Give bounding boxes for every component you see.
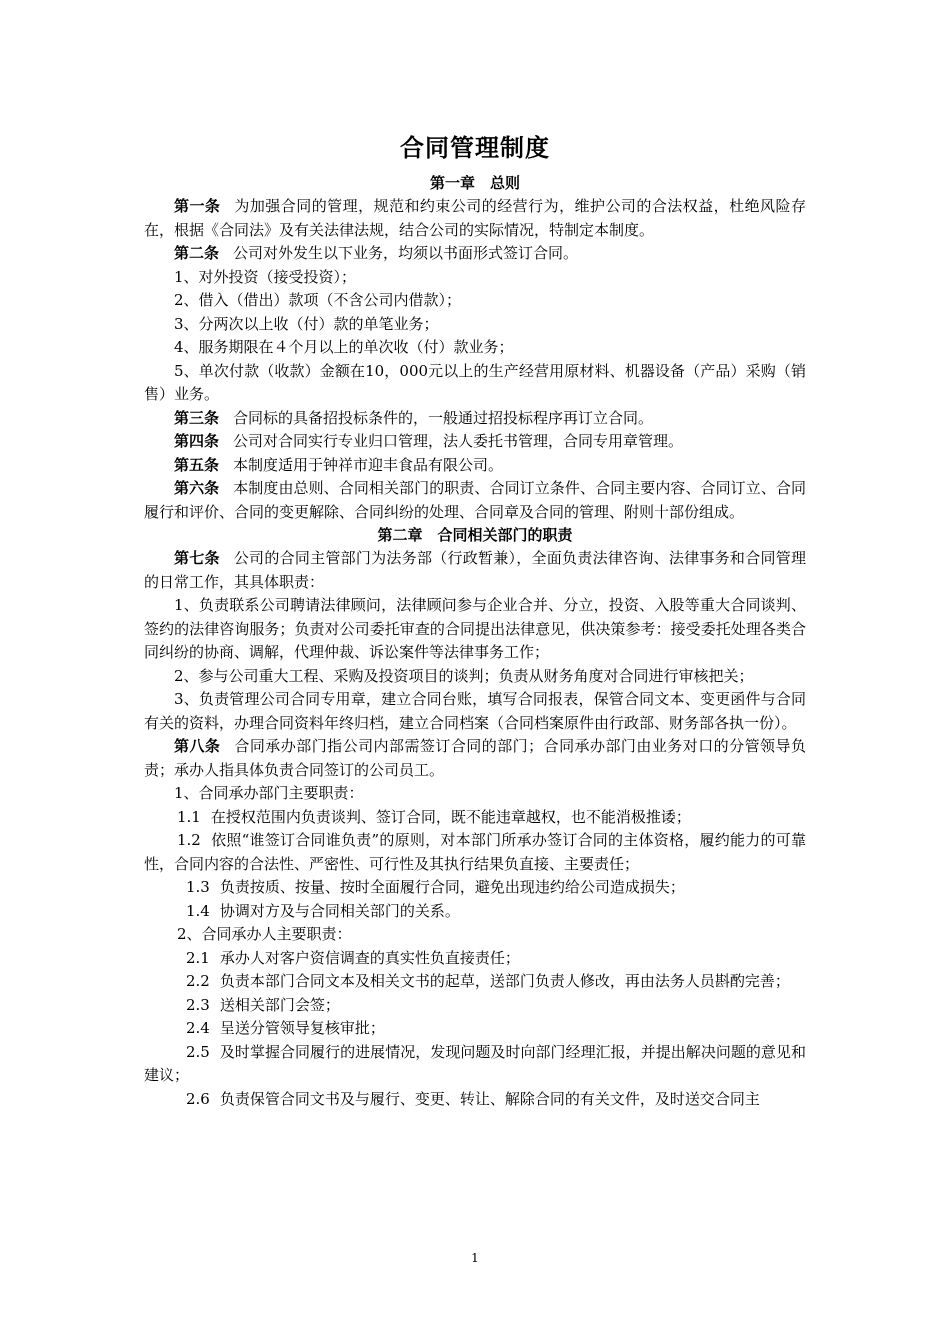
subitem-number: 2.1 xyxy=(186,948,210,967)
article-1-text: 为加强合同的管理，规范和约束公司的经营行为，维护公司的合法权益，杜绝风险存在，根据《合同法》及有关法律法规，结合公司的实际情况，特制定本制度。 xyxy=(144,197,806,239)
article-6 xyxy=(144,477,806,524)
subitem-text: 负责本部门合同文本及相关文书的起草，送部门负责人修改，再由法务人员斟酌完善； xyxy=(219,972,790,990)
article-1 xyxy=(144,195,806,242)
article-7-label: 第七条 xyxy=(174,549,220,567)
document-body xyxy=(144,130,806,1111)
article-8 xyxy=(144,735,806,782)
document-title: 合同管理制度 xyxy=(400,134,550,162)
article-2-item: 5、单次付款（收款）金额在10，000元以上的生产经营用原材料、机器设备（产品）采购（销售）业务。 xyxy=(144,361,806,403)
article-7-text: 公司的合同主管部门为法务部（行政暂兼），全面负责法律咨询、法律事务和合同管理的日常工作，其具体职责： xyxy=(144,549,806,591)
subitem-number: 1.1 xyxy=(177,807,201,826)
article-4-label: 第四条 xyxy=(174,432,220,450)
article-8-subitem xyxy=(144,876,806,900)
article-2-item: 2、借入（借出）款项（不含公司内借款）； xyxy=(174,291,462,309)
subitem-number: 2.5 xyxy=(186,1042,210,1061)
subitem-number: 1.2 xyxy=(177,831,201,849)
article-4-text: 公司对合同实行专业归口管理，法人委托书管理，合同专用章管理。 xyxy=(233,432,684,450)
subitem-text: 呈送分管领导复核审批； xyxy=(219,1019,385,1037)
article-3-label: 第三条 xyxy=(174,408,220,427)
article-5 xyxy=(144,454,806,478)
article-3 xyxy=(144,407,806,431)
article-3-text: 合同标的具备招投标条件的，一般通过招投标程序再订立合同。 xyxy=(233,408,654,427)
article-8-label: 第八条 xyxy=(174,737,221,755)
article-2-item: 3、分两次以上收（付）款的单笔业务； xyxy=(174,314,439,333)
article-4 xyxy=(144,430,806,454)
article-8-subitem xyxy=(144,829,806,876)
subitem-text: 承办人对客户资信调查的真实性负直接责任； xyxy=(219,948,520,967)
subitem-text: 及时掌握合同履行的进展情况，发现问题及时向部门经理汇报，并提出解决问题的意见和建议； xyxy=(144,1042,806,1084)
subitem-text: 负责保管合同文书及与履行、变更、转让、解除合同的有关文件，及时送交合同主 xyxy=(219,1089,760,1108)
subitem-number: 2.6 xyxy=(186,1089,210,1108)
article-8-subitem xyxy=(144,970,806,994)
subitem-text: 送相关部门会签； xyxy=(219,995,340,1014)
subitem-text: 负责按质、按量、按时全面履行合同，避免出现违约给公司造成损失； xyxy=(219,878,685,896)
article-8-subitem xyxy=(144,1017,806,1041)
subitem-number: 2.2 xyxy=(186,972,210,990)
article-8-subitem xyxy=(144,1088,806,1112)
article-5-text: 本制度适用于钟祥市迎丰食品有限公司。 xyxy=(233,455,504,474)
article-7-item: 1、负责联系公司聘请法律顾问，法律顾问参与企业合并、分立，投资、入股等重大合同谈判、签约的法律咨询服务；负责对公司委托审查的合同提出法律意见，供决策参考：接受委托处理各类合同纠纷的协商、调解，代理仲裁、诉讼案件等法律事务工作； xyxy=(144,596,806,661)
subitem-text: 协调对方及与合同相关部门的关系。 xyxy=(219,901,460,920)
subitem-text: 依照“谁签订合同谁负责”的原则，对本部门所承办签订合同的主体资格，履约能力的可靠性，合同内容的合法性、严密性、可行性及其执行结果负直接、主要责任； xyxy=(144,831,806,873)
article-6-label: 第六条 xyxy=(174,479,220,497)
article-8-text: 合同承办部门指公司内部需签订合同的部门；合同承办部门由业务对口的分管领导负责；承办人指具体负责合同签订的公司员工。 xyxy=(144,737,806,779)
subitem-text: 在授权范围内负责谈判、签订合同，既不能违章越权，也不能消极推诿； xyxy=(210,807,691,826)
subitem-number: 1.4 xyxy=(186,901,210,920)
article-8-subitem xyxy=(144,900,806,924)
article-5-label: 第五条 xyxy=(174,455,220,474)
subitem-number: 2.3 xyxy=(186,995,210,1014)
subitem-number: 2.4 xyxy=(186,1019,210,1037)
chapter-1-heading: 第一章 总则 xyxy=(429,174,520,192)
article-7-item: 2、参与公司重大工程、采购及投资项目的谈判；负责从财务角度对合同进行审核把关； xyxy=(174,666,754,685)
article-1-label: 第一条 xyxy=(174,197,221,215)
page-number: 1 xyxy=(471,1251,479,1265)
article-8-subitem xyxy=(144,947,806,971)
article-2-label: 第二条 xyxy=(174,244,220,262)
article-8-subitem xyxy=(144,994,806,1018)
article-7-item: 3、负责管理公司合同专用章，建立合同台账，填写合同报表，保管合同文本、变更函件与合同有关的资料，办理合同资料年终归档，建立合同档案（合同档案原件由行政部、财务部各执一份）。 xyxy=(144,690,806,732)
article-6-text: 本制度由总则、合同相关部门的职责、合同订立条件、合同主要内容、合同订立、合同履行和评价、合同的变更解除、合同纠纷的处理、合同章及合同的管理、附则十部份组成。 xyxy=(144,479,806,521)
article-2 xyxy=(144,242,806,266)
article-8-group-1-heading: 1、合同承办部门主要职责： xyxy=(174,784,364,802)
article-8-group-2-heading: 2、合同承办人主要职责： xyxy=(177,925,352,943)
article-8-subitem xyxy=(144,806,806,830)
article-2-item: 4、服务期限在４个月以上的单次收（付）款业务； xyxy=(174,338,514,356)
article-2-item: 1、对外投资（接受投资）； xyxy=(174,267,357,286)
article-2-text: 公司对外发生以下业务，均须以书面形式签订合同。 xyxy=(233,244,579,262)
chapter-2-heading: 第二章 合同相关部门的职责 xyxy=(377,526,573,544)
article-8-subitem xyxy=(144,1041,806,1088)
subitem-number: 1.3 xyxy=(186,878,210,896)
article-7 xyxy=(144,547,806,594)
